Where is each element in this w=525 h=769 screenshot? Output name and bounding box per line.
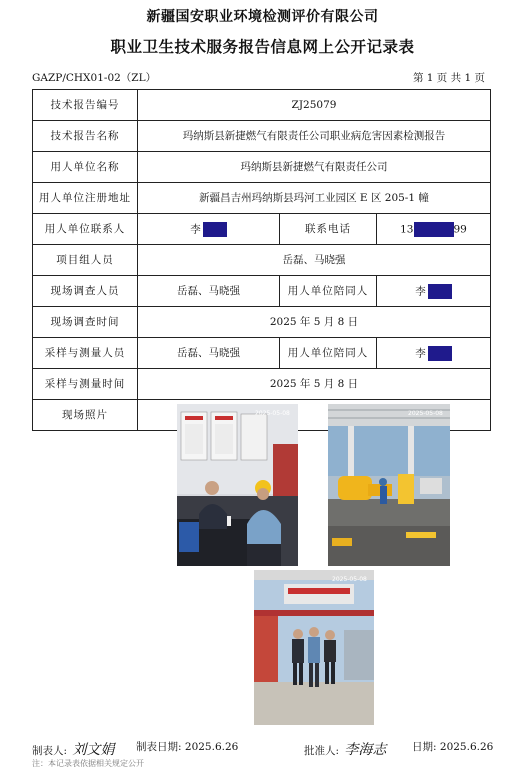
approval-date-value: 2025.6.26: [439, 741, 494, 753]
value-sampling-companion: [377, 338, 491, 369]
redaction-block: [428, 346, 452, 361]
value-address: 新疆昌吉州玛纳斯县玛河工业园区 E 区 205-1 幢: [138, 183, 491, 214]
value-employer: 玛纳斯县新捷燃气有限责任公司: [138, 152, 491, 183]
approver-label: 批准人:: [304, 745, 340, 757]
page-info: 第 1 页 共 1 页: [412, 72, 485, 84]
row-photos: [33, 400, 491, 431]
approval-date: [412, 739, 493, 754]
photo-office-image: [177, 404, 298, 566]
org-name: 新疆国安职业环境检测评价有限公司: [146, 9, 379, 25]
value-contact: [138, 214, 280, 245]
value-team: 岳磊、马晓强: [138, 245, 491, 276]
photo-area: [138, 400, 491, 583]
footer-note: 注：本记录表依据相关规定公开: [32, 759, 144, 768]
prep-date: [136, 739, 238, 754]
preparer: [32, 739, 114, 759]
value-report-no: ZJ25079: [138, 90, 491, 121]
sampling-companion-name: 李: [415, 347, 426, 359]
label-address: 用人单位注册地址: [33, 183, 138, 214]
approval-date-label: 日期:: [412, 741, 437, 753]
photo1-timestamp: 2025-05-08: [255, 410, 290, 417]
approver: [304, 739, 386, 759]
redaction-block: [203, 222, 227, 237]
approver-signature: 李海志: [344, 742, 387, 758]
value-phone: [377, 214, 491, 245]
photo2-timestamp: 2025-05-08: [408, 410, 443, 417]
label-employer: 用人单位名称: [33, 152, 138, 183]
prep-date-label: 制表日期:: [136, 741, 182, 753]
label-survey-companion: 用人单位陪同人: [280, 276, 377, 307]
label-sampling-companion: 用人单位陪同人: [280, 338, 377, 369]
row-sampling-time: [33, 369, 491, 400]
label-survey: 现场调查人员: [33, 276, 138, 307]
row-contact: [33, 214, 491, 245]
page-title: 职业卫生技术服务报告信息网上公开记录表: [110, 37, 415, 56]
site-photo-office: [177, 404, 298, 566]
row-employer: [33, 152, 491, 183]
preparer-label: 制表人:: [32, 745, 68, 757]
label-photos: 现场照片: [33, 400, 138, 431]
row-report-name: [33, 121, 491, 152]
value-survey-time: 2025 年 5 月 8 日: [138, 307, 491, 338]
row-sampling: [33, 338, 491, 369]
photo-equipment-image: [328, 404, 450, 566]
row-report-no: [33, 90, 491, 121]
value-sampling-time: 2025 年 5 月 8 日: [138, 369, 491, 400]
redaction-block: [428, 284, 452, 299]
photo-team-image: [254, 570, 374, 725]
form-code: GAZP/CHX01-02（ZL）: [32, 72, 157, 84]
label-report-name: 技术报告名称: [33, 121, 138, 152]
label-contact: 用人单位联系人: [33, 214, 138, 245]
survey-companion-name: 李: [415, 285, 426, 297]
contact-name: 李: [190, 223, 201, 235]
label-sampling: 采样与测量人员: [33, 338, 138, 369]
label-survey-time: 现场调查时间: [33, 307, 138, 338]
value-survey: 岳磊、马晓强: [138, 276, 280, 307]
row-address: [33, 183, 491, 214]
row-survey: [33, 276, 491, 307]
label-phone: 联系电话: [280, 214, 377, 245]
label-report-no: 技术报告编号: [33, 90, 138, 121]
site-photo-team: [254, 570, 374, 725]
value-report-name: 玛纳斯县新捷燃气有限责任公司职业病危害因素检测报告: [138, 121, 491, 152]
phone-suffix: 99: [453, 223, 467, 235]
value-sampling: 岳磊、马晓强: [138, 338, 280, 369]
label-sampling-time: 采样与测量时间: [33, 369, 138, 400]
value-survey-companion: [377, 276, 491, 307]
prep-date-value: 2025.6.26: [184, 741, 239, 753]
photo3-timestamp: 2025-05-08: [332, 576, 367, 583]
row-survey-time: [33, 307, 491, 338]
label-team: 项目组人员: [33, 245, 138, 276]
phone-prefix: 13: [400, 223, 414, 235]
record-table: [32, 89, 491, 583]
row-team: [33, 245, 491, 276]
redaction-block: [414, 222, 454, 237]
preparer-signature: 刘文娟: [72, 742, 115, 758]
site-photo-equipment: [328, 404, 450, 566]
